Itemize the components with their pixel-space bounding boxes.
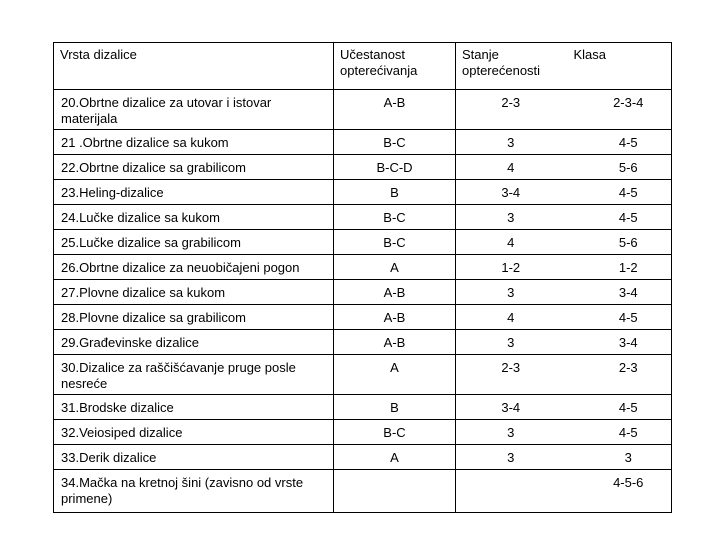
header-vrsta-dizalice: Vrsta dizalice: [54, 43, 334, 90]
ucestanost-cell: [334, 470, 456, 513]
klasa-cell: 4-5: [566, 420, 672, 445]
stanje-cell: 3: [456, 130, 566, 155]
stanje-cell: 4: [456, 155, 566, 180]
table-row: [54, 230, 672, 255]
crane-type-cell: 21 .Obrtne dizalice sa kukom: [54, 130, 334, 155]
stanje-cell: 3: [456, 330, 566, 355]
crane-class-table: [53, 42, 672, 513]
klasa-cell: 4-5: [566, 180, 672, 205]
table-row: [54, 255, 672, 280]
stanje-cell: 3: [456, 445, 566, 470]
table-row: [54, 180, 672, 205]
ucestanost-cell: A-B: [334, 330, 456, 355]
klasa-cell: 5-6: [566, 155, 672, 180]
table-row: [54, 330, 672, 355]
stanje-cell: 2-3: [456, 355, 566, 395]
crane-type-cell: 34.Mačka na kretnoj šini (zavisno od vrste primene): [54, 470, 334, 513]
ucestanost-cell: B-C: [334, 420, 456, 445]
ucestanost-cell: A-B: [334, 90, 456, 130]
klasa-cell: 4-5: [566, 305, 672, 330]
ucestanost-cell: B-C-D: [334, 155, 456, 180]
stanje-cell: 3: [456, 205, 566, 230]
table-row: [54, 420, 672, 445]
klasa-cell: 5-6: [566, 230, 672, 255]
crane-type-cell: 24.Lučke dizalice sa kukom: [54, 205, 334, 230]
stanje-cell: [456, 470, 566, 513]
crane-type-cell: 32.Veiosiped dizalice: [54, 420, 334, 445]
table-row: [54, 395, 672, 420]
klasa-cell: 4-5-6: [566, 470, 672, 513]
crane-type-cell: 25.Lučke dizalice sa grabilicom: [54, 230, 334, 255]
stanje-cell: 3: [456, 420, 566, 445]
stanje-cell: 4: [456, 305, 566, 330]
crane-type-cell: 30.Dizalice za raščišćavanje pruge posle nesreće: [54, 355, 334, 395]
table-row: [54, 130, 672, 155]
header-ucestanost: Učestanost opterećivanja: [334, 43, 456, 90]
table-row: [54, 90, 672, 130]
klasa-cell: 4-5: [566, 130, 672, 155]
stanje-cell: 4: [456, 230, 566, 255]
crane-type-cell: 31.Brodske dizalice: [54, 395, 334, 420]
klasa-cell: 3: [566, 445, 672, 470]
crane-type-cell: 20.Obrtne dizalice za utovar i istovar materijala: [54, 90, 334, 130]
stanje-cell: 1-2: [456, 255, 566, 280]
klasa-cell: 4-5: [566, 205, 672, 230]
crane-type-cell: 28.Plovne dizalice sa grabilicom: [54, 305, 334, 330]
stanje-cell: 3-4: [456, 395, 566, 420]
crane-type-cell: 23.Heling-dizalice: [54, 180, 334, 205]
ucestanost-cell: B: [334, 180, 456, 205]
ucestanost-cell: A-B: [334, 280, 456, 305]
table-row: [54, 155, 672, 180]
ucestanost-cell: A: [334, 355, 456, 395]
klasa-cell: 4-5: [566, 395, 672, 420]
ucestanost-cell: B-C: [334, 130, 456, 155]
header-stanje: Stanje opterećenosti: [456, 43, 566, 90]
header-row: [54, 43, 672, 90]
crane-type-cell: 22.Obrtne dizalice sa grabilicom: [54, 155, 334, 180]
crane-type-cell: 26.Obrtne dizalice za neuobičajeni pogon: [54, 255, 334, 280]
crane-type-cell: 33.Derik dizalice: [54, 445, 334, 470]
ucestanost-cell: B-C: [334, 205, 456, 230]
crane-type-cell: 27.Plovne dizalice sa kukom: [54, 280, 334, 305]
table-row: [54, 445, 672, 470]
klasa-cell: 2-3: [566, 355, 672, 395]
stanje-cell: 2-3: [456, 90, 566, 130]
ucestanost-cell: A-B: [334, 305, 456, 330]
header-klasa: Klasa: [566, 43, 672, 90]
table-row: [54, 280, 672, 305]
ucestanost-cell: B-C: [334, 230, 456, 255]
stanje-cell: 3: [456, 280, 566, 305]
stanje-cell: 3-4: [456, 180, 566, 205]
table-row: [54, 470, 672, 513]
table-row: [54, 355, 672, 395]
table-row: [54, 305, 672, 330]
klasa-cell: 3-4: [566, 280, 672, 305]
klasa-cell: 1-2: [566, 255, 672, 280]
crane-type-cell: 29.Građevinske dizalice: [54, 330, 334, 355]
ucestanost-cell: A: [334, 445, 456, 470]
ucestanost-cell: B: [334, 395, 456, 420]
table-row: [54, 205, 672, 230]
klasa-cell: 3-4: [566, 330, 672, 355]
klasa-cell: 2-3-4: [566, 90, 672, 130]
ucestanost-cell: A: [334, 255, 456, 280]
